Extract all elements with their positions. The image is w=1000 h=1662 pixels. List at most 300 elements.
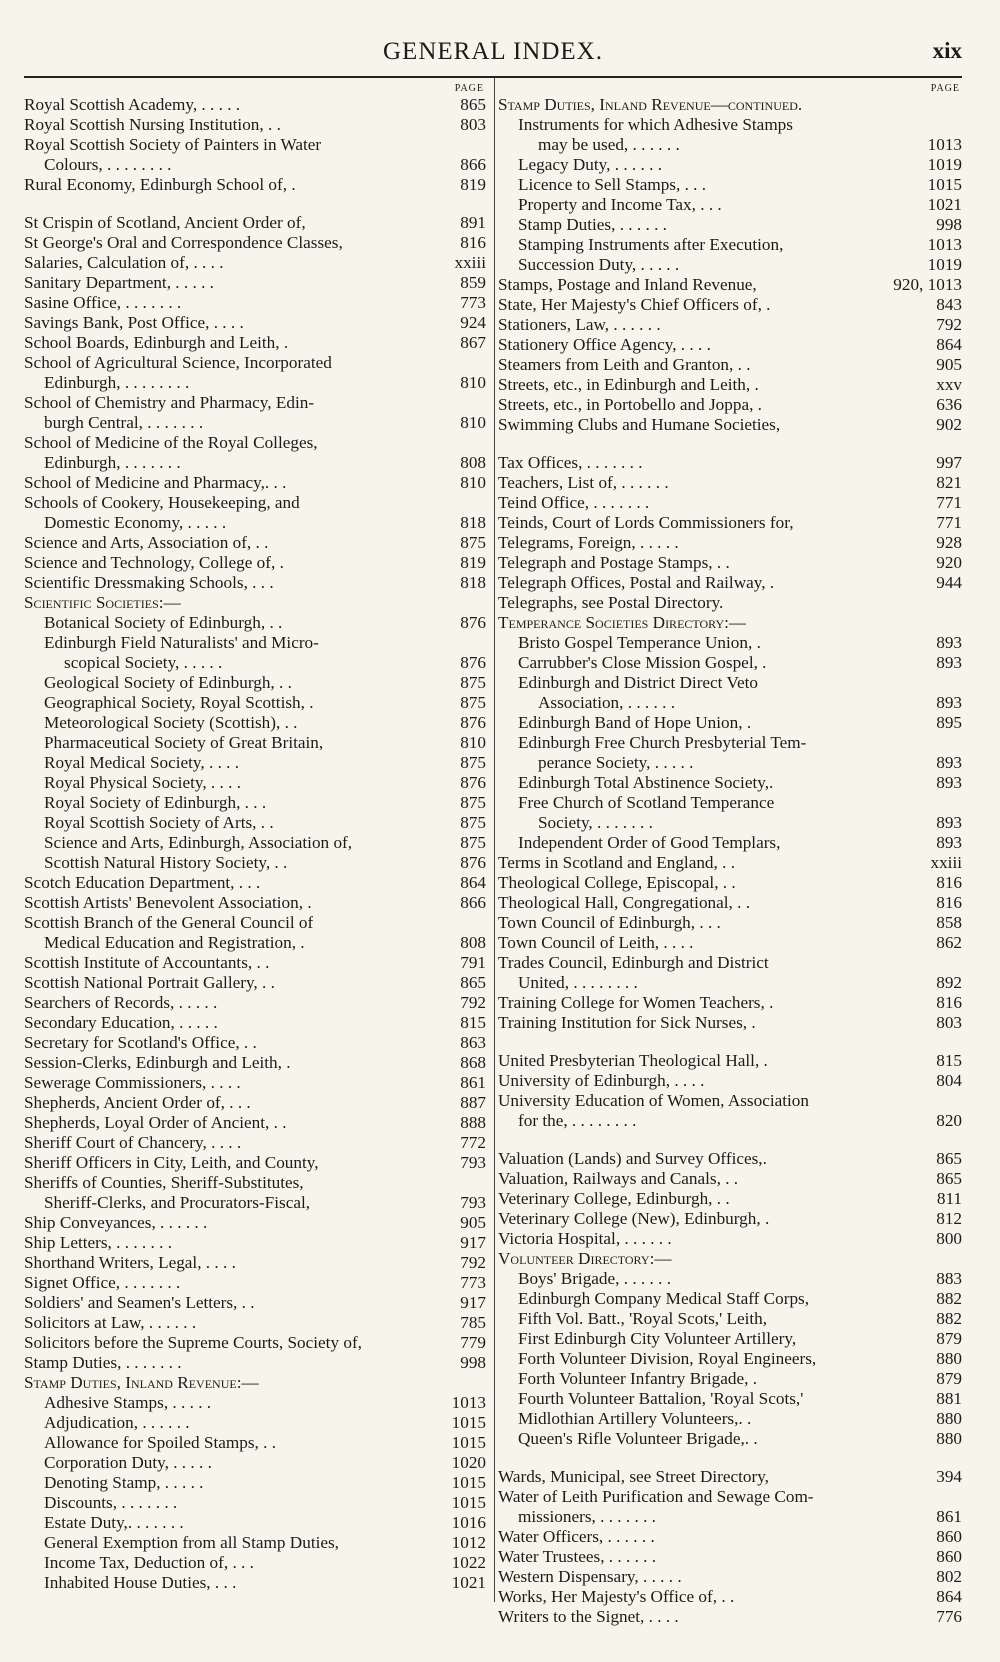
page-column-label: PAGE (454, 83, 484, 94)
entry-page: 1016 (451, 1513, 486, 1532)
entry-page: 876 (460, 773, 486, 792)
entry-text: Fifth Vol. Batt., 'Royal Scots,' Leith, (518, 1309, 768, 1328)
entry-text: Edinburgh Field Naturalists' and Micro- (44, 633, 319, 652)
entry-page: 773 (460, 293, 486, 312)
index-entry (24, 493, 486, 513)
entry-text: Scottish Institute of Accountants, . . (24, 953, 270, 972)
entry-page: 808 (460, 453, 486, 472)
index-entry (24, 1353, 486, 1373)
entry-text: Western Dispensary, . . . . . (498, 1567, 682, 1586)
entry-text: Teind Office, . . . . . . . (498, 493, 650, 512)
entry-page: 928 (936, 533, 962, 552)
entry-page: 858 (936, 913, 962, 932)
entry-page: 893 (936, 693, 962, 712)
index-entry (24, 1253, 486, 1273)
index-entry (498, 493, 962, 513)
entry-page: 1015 (451, 1413, 486, 1432)
entry-text: Science and Technology, College of, . (24, 553, 284, 572)
index-entry (24, 1293, 486, 1313)
entry-page: 810 (460, 473, 486, 492)
entry-text: Royal Scottish Nursing Institution, . . (24, 115, 281, 134)
entry-page: 792 (460, 1253, 486, 1272)
entry-text: Stamps, Postage and Inland Revenue, (498, 275, 757, 294)
entry-page: 924 (460, 313, 486, 332)
entry-text: Legacy Duty, . . . . . . (518, 155, 662, 174)
entry-text: Shorthand Writers, Legal, . . . . (24, 1253, 236, 1272)
entry-text: St Crispin of Scotland, Ancient Order of, (24, 213, 306, 232)
entry-page: 818 (460, 573, 486, 592)
index-entry (24, 573, 486, 593)
index-entry (498, 613, 962, 633)
entry-text: General Exemption from all Stamp Duties, (44, 1533, 339, 1552)
entry-page: 1020 (451, 1453, 486, 1472)
entry-text: Royal Scottish Society of Painters in Water (24, 135, 322, 154)
index-entry (24, 753, 486, 773)
entry-page: 1021 (451, 1573, 486, 1592)
index-entry (498, 1169, 962, 1189)
index-entry (24, 633, 486, 653)
entry-page: 863 (460, 1033, 486, 1052)
index-entry (24, 893, 486, 913)
entry-text: School Boards, Edinburgh and Leith, . (24, 333, 289, 352)
index-entry (24, 833, 486, 853)
entry-page: 1019 (927, 155, 962, 174)
entry-page: 859 (460, 273, 486, 292)
entry-text: Sanitary Department, . . . . . (24, 273, 214, 292)
entry-text: Telegraphs, see Postal Directory. (498, 593, 724, 612)
entry-text: Denoting Stamp, . . . . . (44, 1473, 204, 1492)
index-entry (498, 1587, 962, 1607)
entry-text: Signet Office, . . . . . . . (24, 1273, 181, 1292)
index-entry (498, 813, 962, 833)
entry-text: Geological Society of Edinburgh, . . (44, 673, 292, 692)
entry-page: 917 (460, 1293, 486, 1312)
entry-page: 818 (460, 513, 486, 532)
entry-page: 819 (460, 553, 486, 572)
index-entry (498, 1467, 962, 1487)
entry-text: Stamp Duties, Inland Revenue:— (24, 1373, 259, 1392)
entry-text: Sewerage Commissioners, . . . . (24, 1073, 241, 1092)
entry-page: 882 (936, 1309, 962, 1328)
entry-text: Telegraph and Postage Stamps, . . (498, 553, 730, 572)
entry-text: Salaries, Calculation of, . . . . (24, 253, 224, 272)
entry-text: Forth Volunteer Infantry Brigade, . (518, 1369, 757, 1388)
index-entry (24, 1233, 486, 1253)
index-entry (498, 973, 962, 993)
entry-text: Income Tax, Deduction of, . . . (44, 1553, 254, 1572)
index-entry (24, 1393, 486, 1413)
entry-page: 1015 (451, 1473, 486, 1492)
index-entry (498, 853, 962, 873)
index-entry (24, 115, 486, 135)
index-entry (24, 1173, 486, 1193)
entry-page: 875 (460, 533, 486, 552)
entry-text: missioners, . . . . . . . (518, 1507, 656, 1526)
entry-text: Schools of Cookery, Housekeeping, and (24, 493, 300, 512)
index-entry (24, 333, 486, 353)
entry-page: 920 (936, 553, 962, 572)
index-entry (24, 713, 486, 733)
index-entry (498, 1091, 962, 1111)
entry-page: 1013 (451, 1393, 486, 1412)
entry-text: Soldiers' and Seamen's Letters, . . (24, 1293, 255, 1312)
entry-text: Pharmaceutical Society of Great Britain, (44, 733, 324, 752)
entry-page: 771 (936, 493, 962, 512)
index-entry (498, 1149, 962, 1169)
entry-text: Science and Arts, Association of, . . (24, 533, 269, 552)
entry-text: St George's Oral and Correspondence Classes, (24, 233, 343, 252)
entry-text: Corporation Duty, . . . . . (44, 1453, 212, 1472)
entry-text: Edinburgh, . . . . . . . . (44, 373, 190, 392)
entry-text: Telegraph Offices, Postal and Railway, . (498, 573, 775, 592)
index-entry (24, 1113, 486, 1133)
index-entry (24, 413, 486, 433)
entry-page: 776 (936, 1607, 962, 1626)
index-entry (24, 1513, 486, 1533)
index-entry (24, 155, 486, 175)
entry-page: 1022 (451, 1553, 486, 1572)
entry-text: Adhesive Stamps, . . . . . (44, 1393, 212, 1412)
entry-text: Edinburgh Band of Hope Union, . (518, 713, 752, 732)
entry-text: Royal Physical Society, . . . . (44, 773, 242, 792)
entry-text: Society, . . . . . . . (538, 813, 653, 832)
entry-page: 1021 (927, 195, 962, 214)
index-entry (24, 1033, 486, 1053)
index-entry (24, 253, 486, 273)
index-entry (498, 893, 962, 913)
entry-page: 920, 1013 (893, 275, 962, 294)
index-entry (24, 213, 486, 233)
entry-text: State, Her Majesty's Chief Officers of, . (498, 295, 771, 314)
entry-text: School of Agricultural Science, Incorporated (24, 353, 332, 372)
entry-page: 793 (460, 1193, 486, 1212)
entry-page: 880 (936, 1429, 962, 1448)
entry-text: Independent Order of Good Templars, (518, 833, 781, 852)
index-entry (498, 793, 962, 813)
index-entry (24, 1473, 486, 1493)
entry-text: Science and Arts, Edinburgh, Association of, (44, 833, 353, 852)
index-entry (498, 415, 962, 435)
entry-page: 810 (460, 413, 486, 432)
index-entry (24, 1153, 486, 1173)
entry-page: 773 (460, 1273, 486, 1292)
index-entry (498, 295, 962, 315)
entry-text: Edinburgh and District Direct Veto (518, 673, 758, 692)
entry-page: 880 (936, 1349, 962, 1368)
index-entry (24, 773, 486, 793)
index-entry (24, 733, 486, 753)
index-entry (498, 1209, 962, 1229)
index-entry (498, 315, 962, 335)
index-entry (24, 1213, 486, 1233)
index-entry (498, 335, 962, 355)
entry-text: Royal Medical Society, . . . . (44, 753, 240, 772)
entry-text: Succession Duty, . . . . . (518, 255, 680, 274)
entry-page: 917 (460, 1233, 486, 1252)
index-entry (498, 235, 962, 255)
index-entry (498, 1013, 962, 1033)
entry-page: 1013 (927, 135, 962, 154)
entry-page: 893 (936, 653, 962, 672)
entry-text: Boys' Brigade, . . . . . . (518, 1269, 672, 1288)
index-entry (498, 633, 962, 653)
entry-text: Writers to the Signet, . . . . (498, 1607, 679, 1626)
entry-text: Royal Society of Edinburgh, . . . (44, 793, 267, 812)
index-entry (24, 135, 486, 155)
entry-text: Sheriff Court of Chancery, . . . . (24, 1133, 242, 1152)
index-entry (24, 1453, 486, 1473)
index-entry (498, 1269, 962, 1289)
entry-text: Stationery Office Agency, . . . . (498, 335, 711, 354)
entry-text: Scottish Branch of the General Council of (24, 913, 314, 932)
index-entry (24, 593, 486, 613)
entry-text: Steamers from Leith and Granton, . . (498, 355, 751, 374)
entry-page: 791 (460, 953, 486, 972)
entry-page: 779 (460, 1333, 486, 1352)
entry-page: 843 (936, 295, 962, 314)
entry-text: Session-Clerks, Edinburgh and Leith, . (24, 1053, 291, 1072)
entry-text: Teachers, List of, . . . . . . (498, 473, 669, 492)
index-entry (24, 393, 486, 413)
index-entry (24, 673, 486, 693)
index-entry (498, 1527, 962, 1547)
index-column-right (498, 82, 962, 1627)
entry-page: 816 (460, 233, 486, 252)
index-entry (498, 135, 962, 155)
entry-text: Searchers of Records, . . . . . (24, 993, 218, 1012)
entry-text: Bristo Gospel Temperance Union, . (518, 633, 761, 652)
index-entry (498, 1051, 962, 1071)
index-entry (498, 1507, 962, 1527)
index-entry (498, 1111, 962, 1131)
index-entry (498, 833, 962, 853)
entry-text: University Education of Women, Association (498, 1091, 809, 1110)
index-entry (24, 653, 486, 673)
index-entry (498, 773, 962, 793)
index-entry (498, 1309, 962, 1329)
entry-page: xxiii (930, 853, 962, 872)
header-rule (24, 76, 962, 78)
index-entry (498, 1409, 962, 1429)
entry-text: School of Chemistry and Pharmacy, Edin- (24, 393, 315, 412)
entry-page: 812 (936, 1209, 962, 1228)
entry-page: 861 (460, 1073, 486, 1092)
entry-page: 893 (936, 813, 962, 832)
entry-text: Solicitors at Law, . . . . . . (24, 1313, 197, 1332)
entry-text: Stamping Instruments after Execution, (518, 235, 784, 254)
index-entry (498, 1189, 962, 1209)
entry-page: 793 (460, 1153, 486, 1172)
index-entry (24, 1073, 486, 1093)
entry-text: Meteorological Society (Scottish), . . (44, 713, 298, 732)
entry-page: 866 (460, 155, 486, 174)
entry-page: 804 (936, 1071, 962, 1090)
entry-text: Queen's Rifle Volunteer Brigade,. . (518, 1429, 758, 1448)
index-entry (498, 913, 962, 933)
entry-page: 875 (460, 813, 486, 832)
entry-page: 865 (936, 1149, 962, 1168)
entry-page: 888 (460, 1113, 486, 1132)
entry-text: Rural Economy, Edinburgh School of, . (24, 175, 296, 194)
index-list-left (24, 95, 486, 1593)
entry-text: Scottish National Portrait Gallery, . . (24, 973, 275, 992)
entry-page: 810 (460, 733, 486, 752)
entry-page: 895 (936, 713, 962, 732)
entry-text: Edinburgh Company Medical Staff Corps, (518, 1289, 810, 1308)
entry-text: for the, . . . . . . . . (518, 1111, 637, 1130)
index-entry (24, 353, 486, 373)
entry-text: Forth Volunteer Division, Royal Engineers, (518, 1349, 817, 1368)
index-entry (24, 1093, 486, 1113)
entry-page: 893 (936, 633, 962, 652)
index-entry (24, 913, 486, 933)
entry-text: Stamp Duties, . . . . . . (518, 215, 667, 234)
entry-text: Streets, etc., in Edinburgh and Leith, . (498, 375, 759, 394)
entry-text: University of Edinburgh, . . . . (498, 1071, 705, 1090)
entry-text: Victoria Hospital, . . . . . . (498, 1229, 672, 1248)
entry-text: Volunteer Directory:— (498, 1249, 672, 1268)
entry-text: Training College for Women Teachers, . (498, 993, 774, 1012)
entry-page: 902 (936, 415, 962, 434)
entry-page: 815 (936, 1051, 962, 1070)
index-entry (498, 453, 962, 473)
entry-page: 808 (460, 933, 486, 952)
entry-page: 864 (936, 1587, 962, 1606)
entry-page: xxv (936, 375, 962, 394)
entry-text: Water Officers, . . . . . . (498, 1527, 655, 1546)
entry-page: 891 (460, 213, 486, 232)
entry-text: First Edinburgh City Volunteer Artillery, (518, 1329, 797, 1348)
entry-text: Scientific Societies:— (24, 593, 181, 612)
entry-page: 810 (460, 373, 486, 392)
index-entry (498, 1329, 962, 1349)
entry-page: 772 (460, 1133, 486, 1152)
index-entry (24, 1373, 486, 1393)
entry-page: 792 (460, 993, 486, 1012)
entry-text: Sasine Office, . . . . . . . (24, 293, 182, 312)
entry-text: United, . . . . . . . . (518, 973, 638, 992)
index-entry (24, 1573, 486, 1593)
entry-text: may be used, . . . . . . (538, 135, 680, 154)
entry-text: School of Medicine of the Royal Colleges, (24, 433, 318, 452)
entry-text: Inhabited House Duties, . . . (44, 1573, 237, 1592)
entry-page: 879 (936, 1329, 962, 1348)
entry-page: 802 (936, 1567, 962, 1586)
entry-page: 860 (936, 1547, 962, 1566)
entry-text: Wards, Municipal, see Street Directory, (498, 1467, 769, 1486)
entry-text: Scottish Natural History Society, . . (44, 853, 288, 872)
index-entry (498, 195, 962, 215)
index-entry (498, 733, 962, 753)
entry-text: United Presbyterian Theological Hall, . (498, 1051, 768, 1070)
entry-text: Estate Duty,. . . . . . . (44, 1513, 184, 1532)
index-entry (24, 613, 486, 633)
entry-text: Works, Her Majesty's Office of, . . (498, 1587, 735, 1606)
index-entry (24, 473, 486, 493)
index-entry (24, 1493, 486, 1513)
entry-text: Veterinary College, Edinburgh, . . (498, 1189, 730, 1208)
entry-page: 893 (936, 753, 962, 772)
index-entry (498, 713, 962, 733)
entry-page: 816 (936, 893, 962, 912)
entry-page: 860 (936, 1527, 962, 1546)
entry-text: Ship Letters, . . . . . . . (24, 1233, 172, 1252)
index-entry (498, 1229, 962, 1249)
entry-text: Water Trustees, . . . . . . (498, 1547, 657, 1566)
index-entry (24, 1313, 486, 1333)
index-entry (498, 1369, 962, 1389)
entry-page: 865 (460, 95, 486, 114)
entry-page: 893 (936, 833, 962, 852)
entry-page: 865 (460, 973, 486, 992)
index-entry (24, 233, 486, 253)
entry-page: 864 (460, 873, 486, 892)
index-entry (24, 973, 486, 993)
entry-page: 998 (460, 1353, 486, 1372)
entry-page: 880 (936, 1409, 962, 1428)
entry-page: 771 (936, 513, 962, 532)
index-entry (498, 673, 962, 693)
entry-page: 905 (936, 355, 962, 374)
index-entry (24, 1433, 486, 1453)
entry-page: 881 (936, 1389, 962, 1408)
index-entry (24, 1053, 486, 1073)
index-entry (498, 1249, 962, 1269)
index-entry (24, 1273, 486, 1293)
entry-text: Free Church of Scotland Temperance (518, 793, 775, 812)
index-entry (498, 155, 962, 175)
index-entry (498, 1389, 962, 1409)
entry-page: 866 (460, 893, 486, 912)
entry-text: Geographical Society, Royal Scottish, . (44, 693, 314, 712)
index-entry (498, 1289, 962, 1309)
entry-page: 811 (936, 1189, 962, 1208)
entry-text: Shepherds, Loyal Order of Ancient, . . (24, 1113, 287, 1132)
entry-text: Sheriffs of Counties, Sheriff-Substitutes, (24, 1173, 304, 1192)
entry-text: Association, . . . . . . (538, 693, 676, 712)
page-header (24, 30, 962, 74)
entry-page: 815 (460, 1013, 486, 1032)
entry-text: Scotch Education Department, . . . (24, 873, 261, 892)
index-entry (498, 215, 962, 235)
entry-text: Stationers, Law, . . . . . . (498, 315, 661, 334)
entry-text: Sheriff-Clerks, and Procurators-Fiscal, (44, 1193, 311, 1212)
entry-text: Adjudication, . . . . . . (44, 1413, 190, 1432)
entry-page: 876 (460, 613, 486, 632)
entry-text: Secondary Education, . . . . . (24, 1013, 218, 1032)
entry-page: 864 (936, 335, 962, 354)
entry-page: 1012 (451, 1533, 486, 1552)
entry-text: Ship Conveyances, . . . . . . (24, 1213, 208, 1232)
index-entry (24, 553, 486, 573)
index-entry (498, 1547, 962, 1567)
index-entry (24, 433, 486, 453)
entry-page: 816 (936, 993, 962, 1012)
entry-page: 998 (936, 215, 962, 234)
entry-text: Carrubber's Close Mission Gospel, . (518, 653, 767, 672)
entry-page: 875 (460, 753, 486, 772)
entry-page: 867 (460, 333, 486, 352)
entry-text: School of Medicine and Pharmacy,. . . (24, 473, 287, 492)
column-divider (494, 78, 495, 1602)
index-entry (498, 1349, 962, 1369)
entry-page: 905 (460, 1213, 486, 1232)
entry-page: 892 (936, 973, 962, 992)
index-entry (24, 873, 486, 893)
index-entry (24, 1193, 486, 1213)
index-entry (24, 1413, 486, 1433)
index-entry (24, 1133, 486, 1153)
